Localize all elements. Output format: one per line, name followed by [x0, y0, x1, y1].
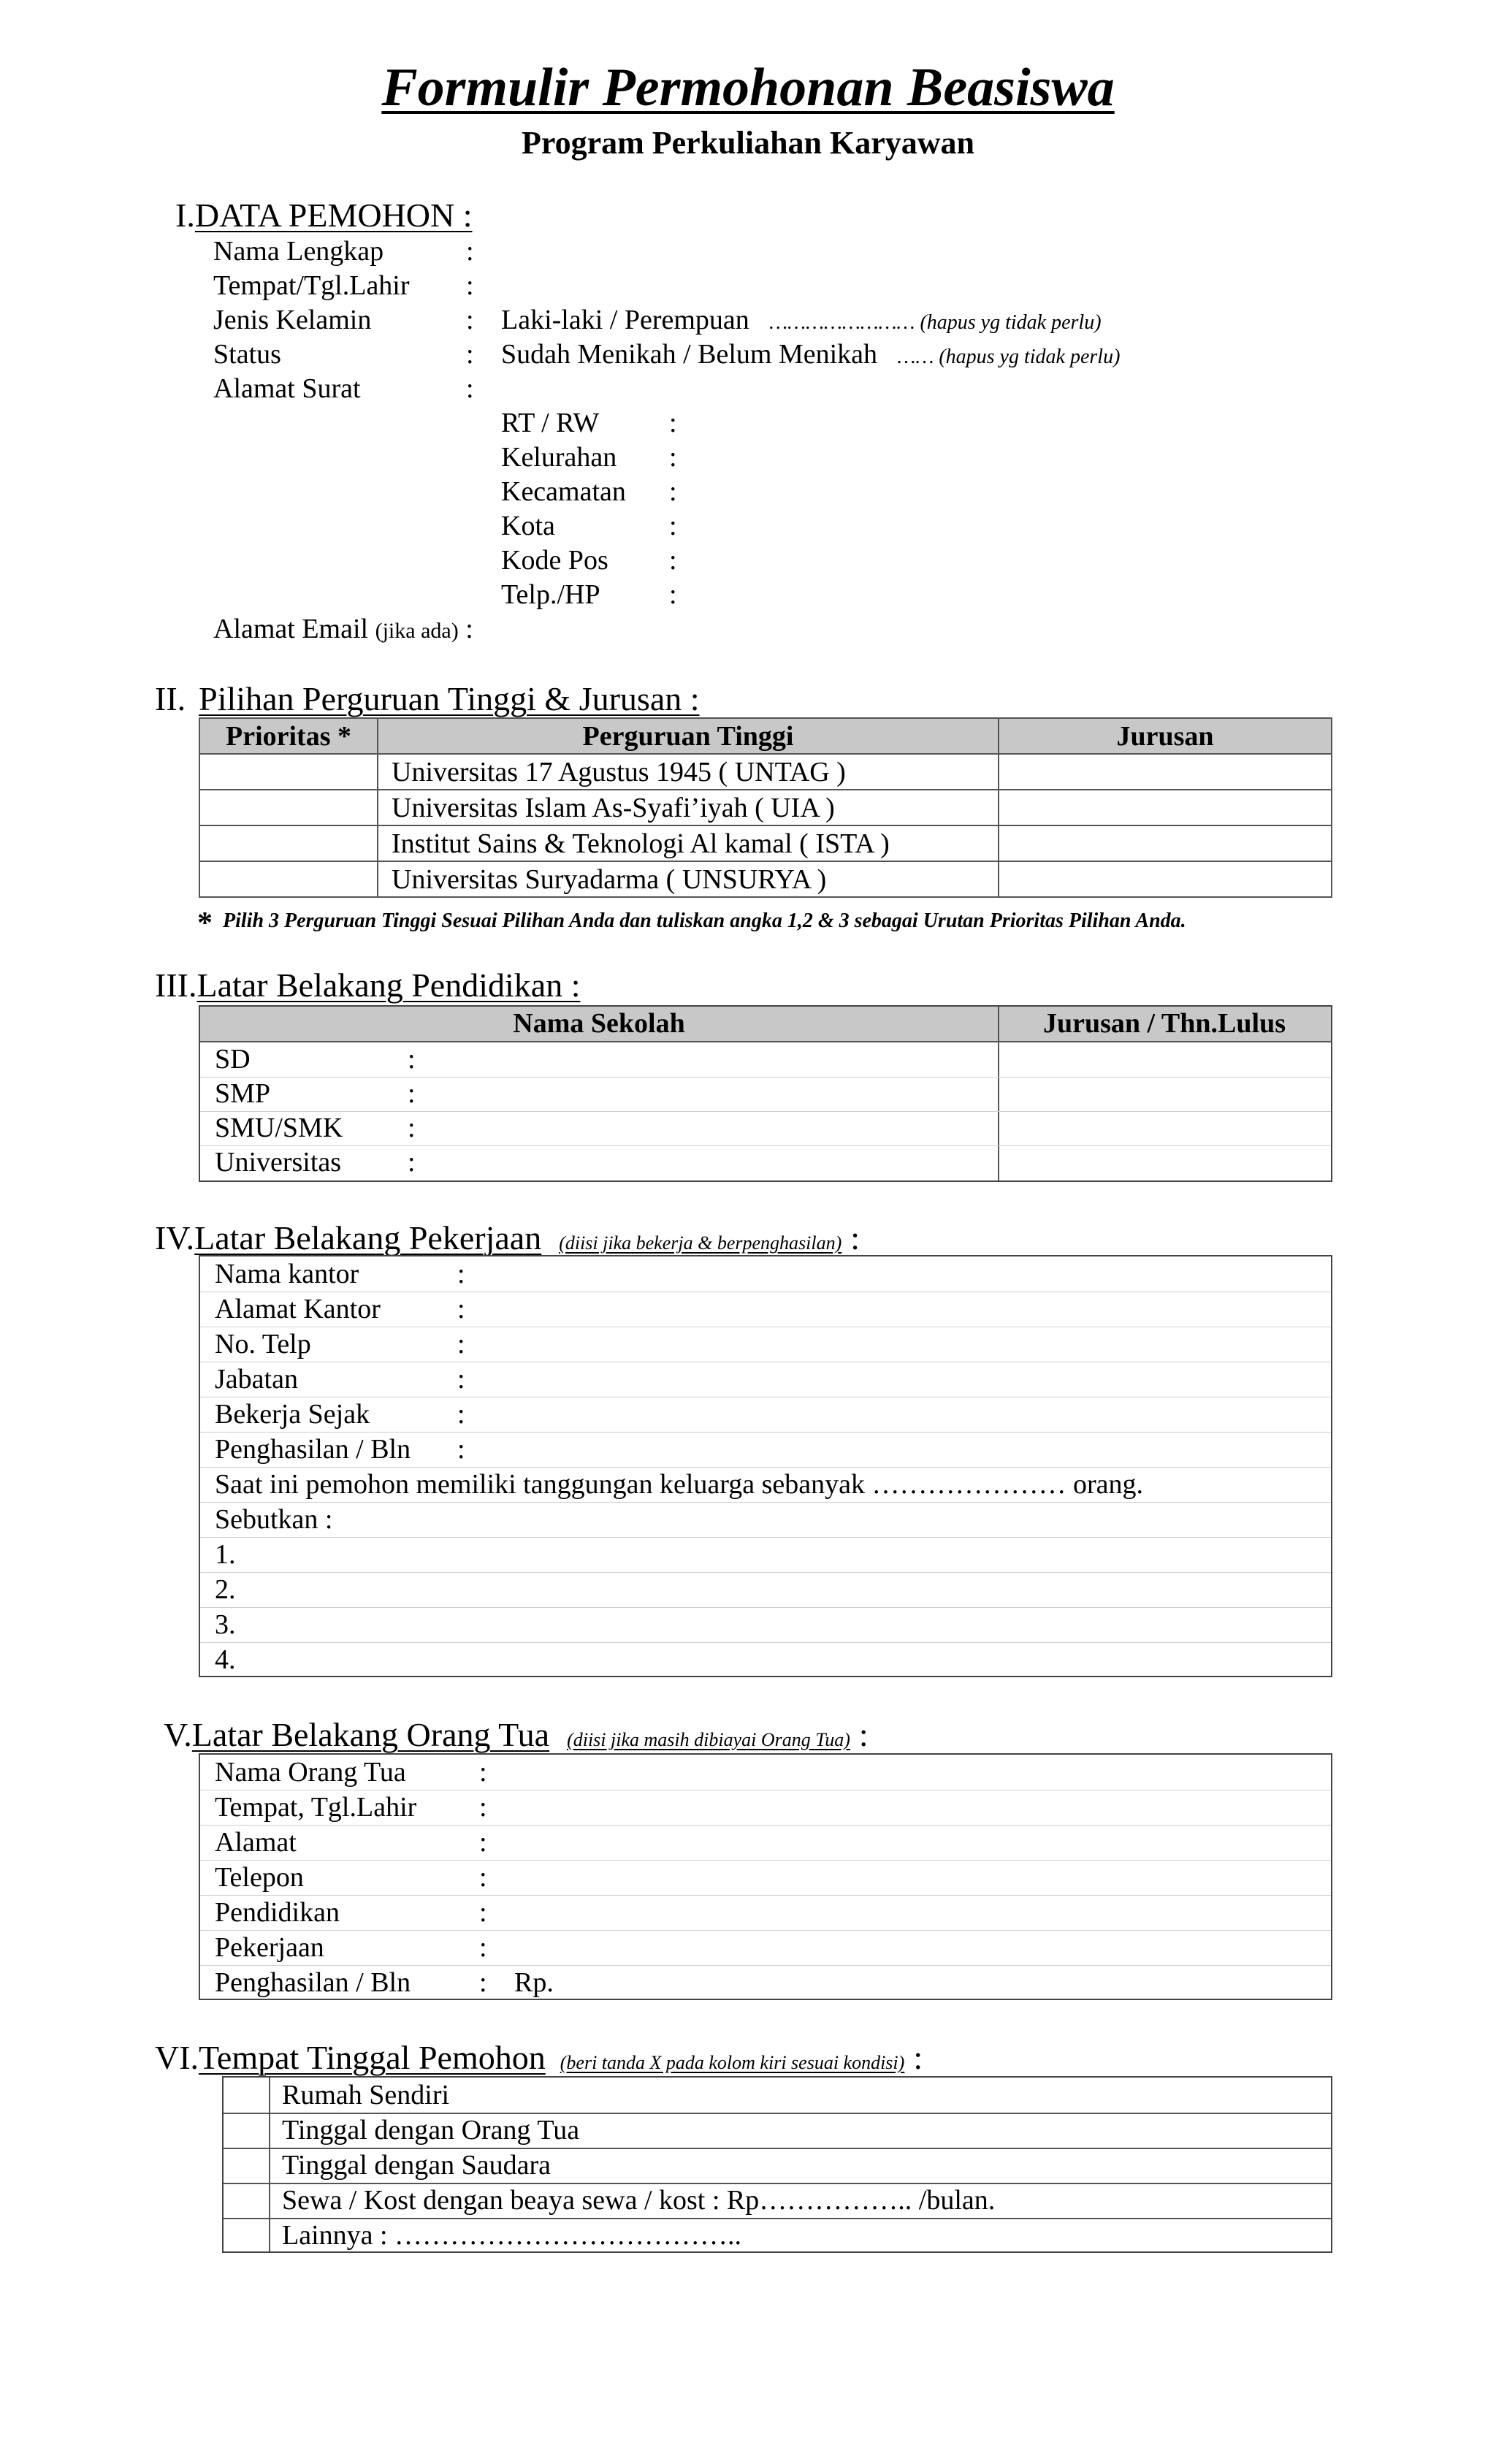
status-hint: …… (hapus yg tidak perlu) [897, 346, 1121, 368]
section-4-note: (diisi jika bekerja & berpenghasilan) [559, 1232, 842, 1254]
priority-cell[interactable] [199, 754, 378, 790]
university-name: Institut Sains & Teknologi Al kamal ( ISTA ) [378, 825, 999, 861]
table-row [199, 790, 1332, 825]
dependents-mention: Sebutkan : [200, 1502, 1331, 1538]
colon: : [466, 236, 474, 267]
colon: : [466, 339, 474, 370]
email-note: (jika ada) [375, 619, 459, 643]
address-label-kecamatan: Kecamatan [501, 476, 626, 507]
residence-option[interactable]: Rumah Sendiri [224, 2078, 1331, 2114]
address-label-rt-rw: RT / RW [501, 408, 600, 438]
section-6-heading: VI.Tempat Tinggal Pemohon (beri tanda X pada kolom kiri sesuai kondisi) : [155, 2039, 923, 2076]
currency-prefix: Rp. [514, 1967, 554, 1998]
parent-row-pekerjaan[interactable]: Pekerjaan : [200, 1930, 1331, 1966]
colon: : [466, 270, 474, 301]
section-5-heading: V.Latar Belakang Orang Tua (diisi jika masih dibiayai Orang Tua) : [164, 1716, 869, 1753]
address-label-kode-pos: Kode Pos [501, 545, 608, 576]
form-subtitle: Program Perkuliahan Karyawan [521, 125, 975, 161]
status-options [501, 338, 1120, 370]
colon: : [669, 476, 677, 507]
dependents-line[interactable]: Saat ini pemohon memiliki tanggungan keluarga sebanyak ………………… orang. [200, 1467, 1331, 1503]
field-label-tempat-tgl-lahir: Tempat/Tgl.Lahir [213, 270, 410, 301]
major-cell[interactable] [999, 754, 1332, 790]
colon: : [669, 511, 677, 541]
employment-row-no-telp[interactable]: No. Telp : [200, 1327, 1331, 1362]
table-row [199, 825, 1332, 861]
parent-row-pendidikan[interactable]: Pendidikan : [200, 1895, 1331, 1931]
address-label-kota: Kota [501, 511, 555, 541]
education-table [199, 1005, 1332, 1182]
field-label-jenis-kelamin: Jenis Kelamin [213, 305, 372, 335]
major-cell[interactable] [999, 790, 1332, 825]
table-row[interactable]: SMP : [200, 1077, 1331, 1112]
col-header-jurusan: Jurusan [999, 718, 1332, 754]
employment-row-bekerja-sejak[interactable]: Bekerja Sejak : [200, 1397, 1331, 1433]
parent-row-penghasilan[interactable]: Penghasilan / Bln : Rp. [200, 1965, 1331, 2000]
field-label-status: Status [213, 339, 281, 370]
residence-option[interactable]: Lainnya : ……………………………….. [282, 2220, 742, 2251]
parent-table [199, 1753, 1332, 2000]
section-2-heading: II. Pilihan Perguruan Tinggi & Jurusan : [155, 680, 700, 717]
section-3-heading: III.Latar Belakang Pendidikan : [155, 966, 581, 1004]
parent-row-telepon[interactable]: Telepon : [200, 1860, 1331, 1896]
university-name: Universitas Islam As-Syafi’iyah ( UIA ) [378, 790, 999, 825]
table-row[interactable]: Universitas : [215, 1147, 416, 1178]
col-header-prioritas: Prioritas * [199, 718, 378, 754]
employment-row-jabatan[interactable]: Jabatan : [200, 1362, 1331, 1397]
status-value: Sudah Menikah / Belum Menikah [501, 339, 878, 370]
table-row[interactable]: SMU/SMK : [200, 1111, 1331, 1146]
col-header-jurusan-thn-lulus: Jurusan / Thn.Lulus [1043, 1008, 1286, 1039]
colon: : [466, 305, 474, 335]
dependent-item[interactable]: 4. [215, 1644, 236, 1675]
field-label-email: Alamat Email (jika ada) : [213, 614, 473, 644]
university-name: Universitas Suryadarma ( UNSURYA ) [378, 861, 999, 897]
section-1-heading: I.DATA PEMOHON : [175, 197, 473, 234]
employment-row-penghasilan[interactable]: Penghasilan / Bln : [200, 1432, 1331, 1468]
employment-row-nama-kantor[interactable]: Nama kantor : [200, 1256, 1331, 1292]
employment-table [199, 1255, 1332, 1677]
priority-cell[interactable] [199, 861, 378, 897]
table-row[interactable]: SD : [200, 1042, 1331, 1077]
form-title: Formulir Permohonan Beasiswa [381, 58, 1115, 118]
residence-option[interactable]: Tinggal dengan Orang Tua [224, 2113, 1331, 2149]
col-header-perguruan-tinggi: Perguruan Tinggi [378, 718, 999, 754]
colon: : [466, 373, 474, 404]
address-label-kelurahan: Kelurahan [501, 442, 617, 473]
parent-row-alamat[interactable]: Alamat : [200, 1825, 1331, 1861]
dependent-item[interactable]: 3. [200, 1607, 1331, 1643]
gender-hint: …………………… (hapus yg tidak perlu) [769, 311, 1102, 334]
dependent-item[interactable]: 1. [200, 1537, 1331, 1573]
major-cell[interactable] [999, 825, 1332, 861]
parent-row-nama[interactable]: Nama Orang Tua : [200, 1755, 1331, 1790]
colon: : [669, 442, 677, 473]
university-choice-table [199, 717, 1332, 898]
priority-cell[interactable] [199, 790, 378, 825]
table-row [199, 754, 1332, 790]
gender-options [501, 304, 1102, 336]
priority-cell[interactable] [199, 825, 378, 861]
colon: : [669, 579, 677, 610]
colon: : [669, 545, 677, 576]
priority-footnote: * Pilih 3 Perguruan Tinggi Sesuai Pilihan Anda dan tuliskan angka 1,2 & 3 sebagai Urutan Prioritas Pilihan Anda. [197, 907, 1186, 940]
residence-option[interactable]: Tinggal dengan Saudara [224, 2148, 1331, 2184]
colon: : [669, 408, 677, 438]
field-label-nama-lengkap: Nama Lengkap [213, 236, 384, 267]
col-header-nama-sekolah: Nama Sekolah [513, 1008, 685, 1039]
section-4-heading: IV.Latar Belakang Pekerjaan (diisi jika bekerja & berpenghasilan) : [155, 1219, 860, 1256]
dependent-item[interactable]: 2. [200, 1572, 1331, 1608]
university-name: Universitas 17 Agustus 1945 ( UNTAG ) [378, 754, 999, 790]
parent-row-tempat-tgl-lahir[interactable]: Tempat, Tgl.Lahir : [200, 1790, 1331, 1826]
residence-table [222, 2076, 1332, 2253]
gender-value: Laki-laki / Perempuan [501, 305, 749, 335]
field-label-alamat-surat: Alamat Surat [213, 373, 361, 404]
education-header-row [200, 1007, 1331, 1042]
major-cell[interactable] [999, 861, 1332, 897]
residence-option[interactable]: Sewa / Kost dengan beaya sewa / kost : Rp…………….. /bulan. [224, 2183, 1331, 2219]
table-row [199, 861, 1332, 897]
employment-row-alamat-kantor[interactable]: Alamat Kantor : [200, 1292, 1331, 1327]
section-6-note: (beri tanda X pada kolom kiri sesuai kondisi) [560, 2052, 905, 2073]
address-label-telp-hp: Telp./HP [501, 579, 600, 610]
section-5-note: (diisi jika masih dibiayai Orang Tua) [567, 1729, 850, 1750]
